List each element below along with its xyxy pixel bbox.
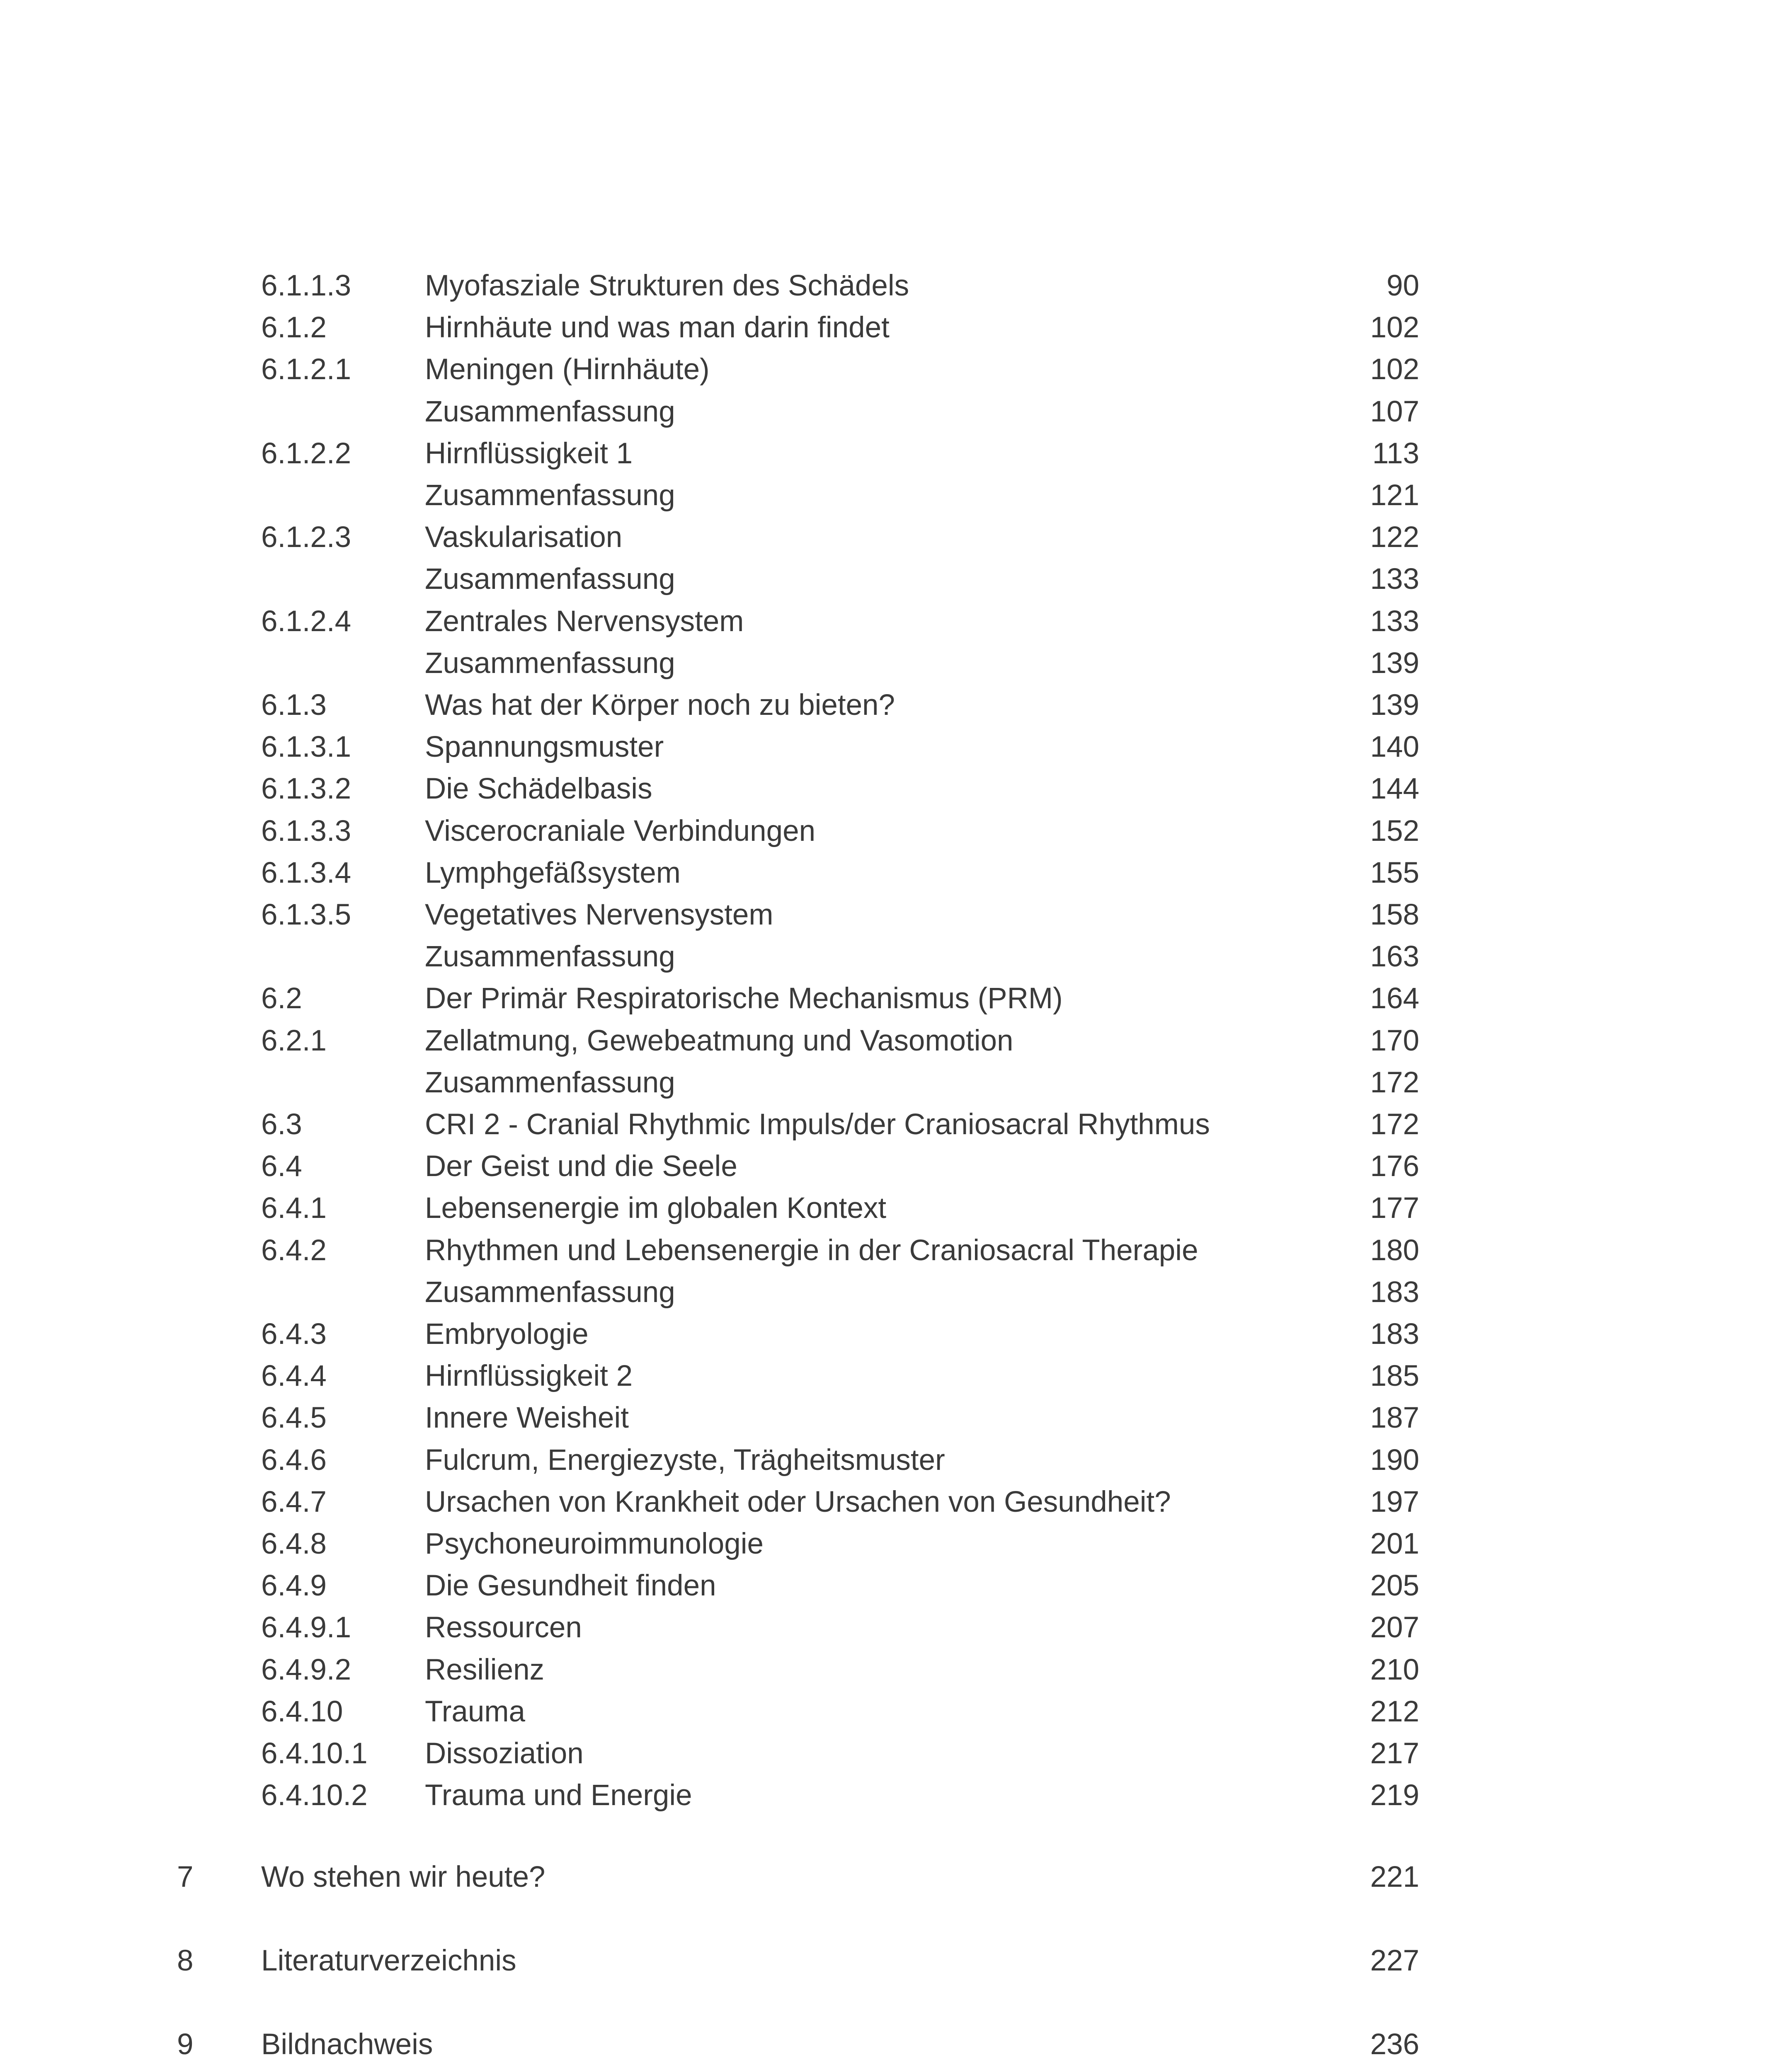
toc-title: Die Gesundheit finden bbox=[425, 1569, 716, 1602]
toc-page-number: 102 bbox=[1370, 311, 1419, 344]
toc-title: Lebensenergie im globalen Kontext bbox=[425, 1192, 887, 1225]
toc-number: 6.1.2 bbox=[261, 311, 327, 344]
toc-number: 6.4.7 bbox=[261, 1486, 327, 1518]
toc-page-number: 90 bbox=[1387, 269, 1419, 302]
toc-title: Vaskularisation bbox=[425, 521, 623, 554]
toc-title: Zentrales Nervensystem bbox=[425, 605, 744, 638]
toc-number: 9 bbox=[177, 2028, 194, 2061]
toc-title: Der Geist und die Seele bbox=[425, 1150, 737, 1183]
toc-page-number: 187 bbox=[1370, 1402, 1419, 1434]
toc-entry bbox=[0, 1440, 1782, 1481]
toc-number: 6.4.5 bbox=[261, 1402, 327, 1434]
toc-page-number: 183 bbox=[1370, 1276, 1419, 1309]
toc-entry bbox=[0, 1230, 1782, 1271]
toc-title: Wo stehen wir heute? bbox=[261, 1861, 546, 1893]
toc-entry bbox=[0, 1104, 1782, 1145]
toc-title: Viscerocraniale Verbindungen bbox=[425, 815, 816, 847]
toc-number: 6.4.10 bbox=[261, 1695, 343, 1728]
toc-title: Lymphgefäßsystem bbox=[425, 857, 681, 889]
toc-entry bbox=[0, 978, 1782, 1019]
toc-page-number: 140 bbox=[1370, 731, 1419, 763]
toc-entry bbox=[0, 768, 1782, 810]
toc-entry bbox=[0, 391, 1782, 433]
toc-entry bbox=[0, 894, 1782, 936]
toc-title: Zusammenfassung bbox=[425, 940, 675, 973]
toc-entry bbox=[0, 1356, 1782, 1397]
toc-page-number: 221 bbox=[1370, 1861, 1419, 1893]
toc-entry bbox=[0, 643, 1782, 684]
toc-page-number: 133 bbox=[1370, 605, 1419, 638]
toc-page-number: 219 bbox=[1370, 1779, 1419, 1812]
toc-page-number: 210 bbox=[1370, 1653, 1419, 1686]
toc-chapter-entry bbox=[0, 1940, 1782, 1982]
toc-title: Die Schädelbasis bbox=[425, 772, 652, 805]
toc-title: Zusammenfassung bbox=[425, 563, 675, 595]
toc-title: Psychoneuroimmunologie bbox=[425, 1527, 764, 1560]
toc-number: 6.4.4 bbox=[261, 1360, 327, 1392]
toc-entry bbox=[0, 685, 1782, 726]
toc-number: 6.4.1 bbox=[261, 1192, 327, 1225]
toc-chapter-entry bbox=[0, 1857, 1782, 1898]
toc-number: 6.1.3.2 bbox=[261, 772, 352, 805]
toc-entry bbox=[0, 1733, 1782, 1774]
toc-entry bbox=[0, 1481, 1782, 1523]
toc-title: Meningen (Hirnhäute) bbox=[425, 353, 710, 386]
toc-entry bbox=[0, 517, 1782, 558]
toc-page-number: 176 bbox=[1370, 1150, 1419, 1183]
toc-number: 6.1.3.5 bbox=[261, 898, 352, 931]
toc-title: Bildnachweis bbox=[261, 2028, 433, 2061]
toc-page-number: 102 bbox=[1370, 353, 1419, 386]
toc-entry bbox=[0, 1565, 1782, 1607]
toc-page-number: 122 bbox=[1370, 521, 1419, 554]
toc-page-number: 172 bbox=[1370, 1108, 1419, 1141]
toc-title: Trauma und Energie bbox=[425, 1779, 692, 1812]
toc-page-number: 121 bbox=[1370, 479, 1419, 512]
toc-page-number: 172 bbox=[1370, 1066, 1419, 1099]
toc-page-number: 170 bbox=[1370, 1024, 1419, 1057]
toc-title: Was hat der Körper noch zu bieten? bbox=[425, 689, 895, 721]
toc-page-number: 185 bbox=[1370, 1360, 1419, 1392]
toc-page-number: 190 bbox=[1370, 1444, 1419, 1477]
toc-page-number: 107 bbox=[1370, 395, 1419, 428]
toc-entry bbox=[0, 811, 1782, 852]
toc-number: 6.1.2.3 bbox=[261, 521, 352, 554]
toc-page-number: 205 bbox=[1370, 1569, 1419, 1602]
toc-number: 6.1.2.2 bbox=[261, 437, 352, 470]
toc-title: Fulcrum, Energiezyste, Trägheitsmuster bbox=[425, 1444, 945, 1477]
toc-title: Ursachen von Krankheit oder Ursachen von Gesundheit? bbox=[425, 1486, 1171, 1518]
toc-title: Zusammenfassung bbox=[425, 1276, 675, 1309]
toc-entry bbox=[0, 1649, 1782, 1691]
toc-entry bbox=[0, 1020, 1782, 1062]
toc-number: 6.4.2 bbox=[261, 1234, 327, 1267]
toc-number: 6.1.2.4 bbox=[261, 605, 352, 638]
toc-number: 6.1.2.1 bbox=[261, 353, 352, 386]
toc-entry bbox=[0, 1397, 1782, 1439]
toc-entry bbox=[0, 307, 1782, 349]
toc-number: 6.4.9.2 bbox=[261, 1653, 352, 1686]
toc-entry bbox=[0, 1272, 1782, 1313]
toc-title: Hirnflüssigkeit 2 bbox=[425, 1360, 633, 1392]
toc-entry bbox=[0, 1607, 1782, 1648]
toc-page-number: 163 bbox=[1370, 940, 1419, 973]
toc-page-number: 164 bbox=[1370, 982, 1419, 1015]
toc-page-number: 139 bbox=[1370, 647, 1419, 680]
toc-title: Dissoziation bbox=[425, 1737, 584, 1770]
toc-entry bbox=[0, 601, 1782, 642]
toc-entry bbox=[0, 936, 1782, 978]
toc-page-number: 207 bbox=[1370, 1611, 1419, 1644]
toc-title: Embryologie bbox=[425, 1318, 589, 1351]
toc-entry bbox=[0, 1775, 1782, 1816]
toc-title: Innere Weisheit bbox=[425, 1402, 629, 1434]
toc-entry bbox=[0, 852, 1782, 894]
toc-title: Myofasziale Strukturen des Schädels bbox=[425, 269, 909, 302]
toc-title: Zellatmung, Gewebeatmung und Vasomotion bbox=[425, 1024, 1013, 1057]
toc-entry bbox=[0, 349, 1782, 390]
toc-number: 7 bbox=[177, 1861, 194, 1893]
toc-entry bbox=[0, 726, 1782, 768]
toc-number: 6.1.1.3 bbox=[261, 269, 352, 302]
toc-page-number: 217 bbox=[1370, 1737, 1419, 1770]
toc-page-number: 197 bbox=[1370, 1486, 1419, 1518]
toc-title: Zusammenfassung bbox=[425, 647, 675, 680]
toc-page-number: 227 bbox=[1370, 1944, 1419, 1977]
toc-number: 6.4.10.1 bbox=[261, 1737, 368, 1770]
toc-number: 6.4.8 bbox=[261, 1527, 327, 1560]
toc-number: 6.4.3 bbox=[261, 1318, 327, 1351]
toc-number: 8 bbox=[177, 1944, 194, 1977]
toc-title: CRI 2 - Cranial Rhythmic Impuls/der Craniosacral Rhythmus bbox=[425, 1108, 1210, 1141]
toc-title: Zusammenfassung bbox=[425, 1066, 675, 1099]
toc-entry bbox=[0, 265, 1782, 307]
toc-page-number: 180 bbox=[1370, 1234, 1419, 1267]
toc-page-number: 139 bbox=[1370, 689, 1419, 721]
toc-page-number: 155 bbox=[1370, 857, 1419, 889]
toc-title: Literaturverzeichnis bbox=[261, 1944, 516, 1977]
toc-entry bbox=[0, 1188, 1782, 1229]
toc-number: 6.4.9.1 bbox=[261, 1611, 352, 1644]
toc-page-number: 113 bbox=[1372, 437, 1419, 470]
toc-number: 6.2 bbox=[261, 982, 302, 1015]
toc-entry bbox=[0, 1691, 1782, 1733]
toc-number: 6.1.3.4 bbox=[261, 857, 352, 889]
toc-entry bbox=[0, 559, 1782, 600]
toc-number: 6.4 bbox=[261, 1150, 302, 1183]
toc-page-number: 158 bbox=[1370, 898, 1419, 931]
toc-title: Rhythmen und Lebensenergie in der Craniosacral Therapie bbox=[425, 1234, 1198, 1267]
toc-number: 6.4.6 bbox=[261, 1444, 327, 1477]
toc-number: 6.4.10.2 bbox=[261, 1779, 368, 1812]
toc-chapter-entry bbox=[0, 2024, 1782, 2065]
toc-title: Vegetatives Nervensystem bbox=[425, 898, 773, 931]
toc-title: Resilienz bbox=[425, 1653, 545, 1686]
toc-page-number: 152 bbox=[1370, 815, 1419, 847]
toc-entry bbox=[0, 1146, 1782, 1187]
toc-number: 6.1.3.1 bbox=[261, 731, 352, 763]
toc-page-number: 183 bbox=[1370, 1318, 1419, 1351]
toc-entry bbox=[0, 475, 1782, 516]
toc-title: Ressourcen bbox=[425, 1611, 582, 1644]
toc-title: Spannungsmuster bbox=[425, 731, 664, 763]
toc-number: 6.2.1 bbox=[261, 1024, 327, 1057]
toc-number: 6.1.3.3 bbox=[261, 815, 352, 847]
toc-page-number: 201 bbox=[1370, 1527, 1419, 1560]
toc-title: Trauma bbox=[425, 1695, 525, 1728]
toc-entry bbox=[0, 1062, 1782, 1104]
toc-entry bbox=[0, 433, 1782, 474]
toc-page-number: 133 bbox=[1370, 563, 1419, 595]
toc-page-number: 144 bbox=[1370, 772, 1419, 805]
toc-page-number: 212 bbox=[1370, 1695, 1419, 1728]
toc-title: Zusammenfassung bbox=[425, 395, 675, 428]
toc-page-number: 236 bbox=[1370, 2028, 1419, 2061]
toc-number: 6.3 bbox=[261, 1108, 302, 1141]
toc-title: Hirnflüssigkeit 1 bbox=[425, 437, 633, 470]
toc-title: Hirnhäute und was man darin findet bbox=[425, 311, 890, 344]
toc-number: 6.1.3 bbox=[261, 689, 327, 721]
toc-title: Zusammenfassung bbox=[425, 479, 675, 512]
toc-entry bbox=[0, 1314, 1782, 1355]
toc-title: Der Primär Respiratorische Mechanismus (PRM) bbox=[425, 982, 1063, 1015]
toc-number: 6.4.9 bbox=[261, 1569, 327, 1602]
toc-page-number: 177 bbox=[1370, 1192, 1419, 1225]
toc-entry bbox=[0, 1523, 1782, 1565]
